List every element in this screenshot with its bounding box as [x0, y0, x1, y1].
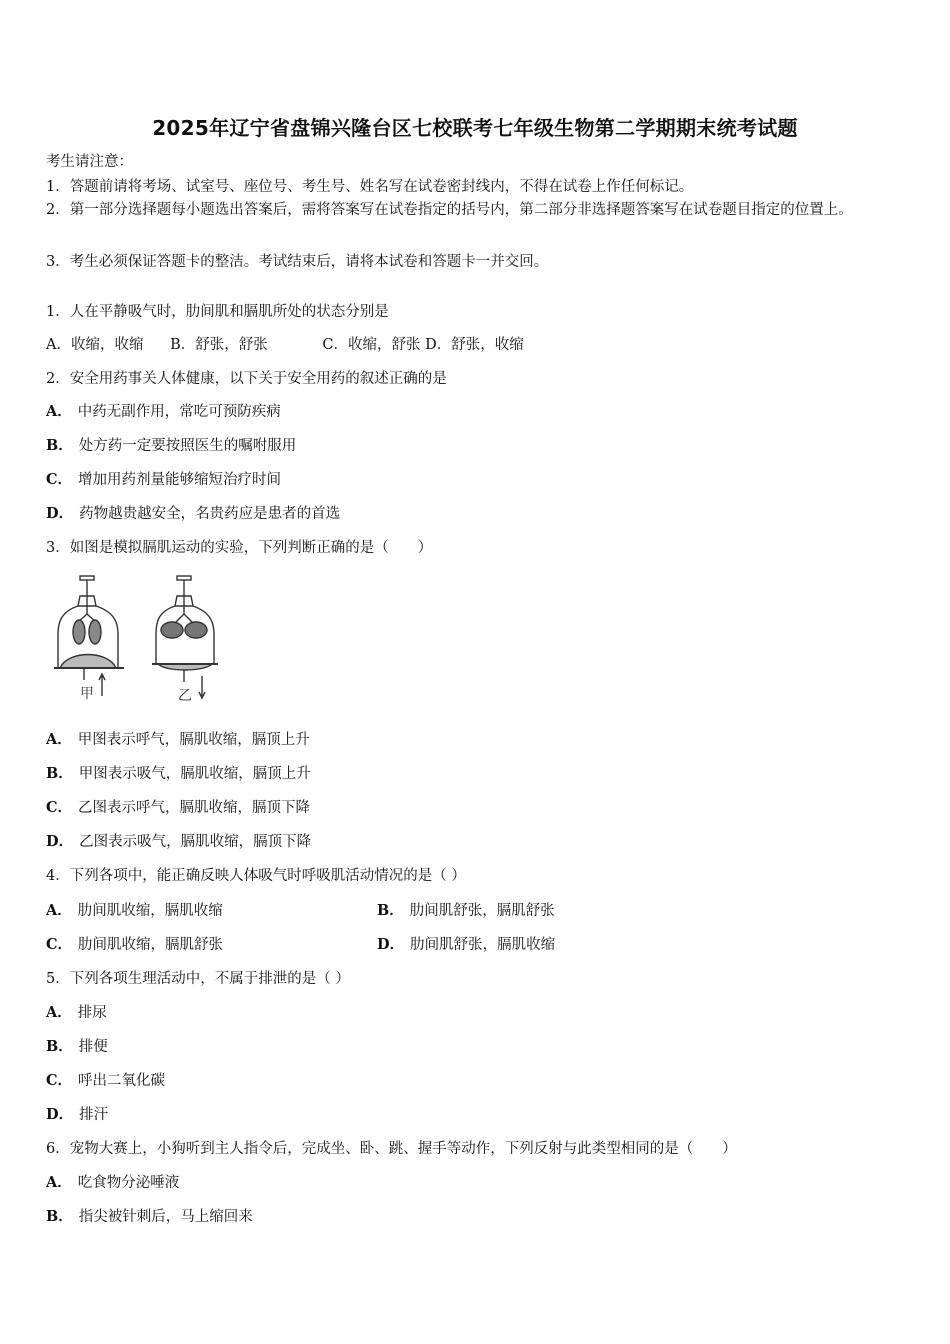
- question-3-option-b: B． 甲图表示吸气，膈肌收缩，膈顶上升: [46, 765, 311, 782]
- bell-jar-right: [152, 576, 218, 698]
- question-4-option-b: B． 肋间肌舒张，膈肌舒张: [377, 902, 555, 919]
- question-1-stem: 1．人在平静吸气时，肋间肌和膈肌所处的状态分别是: [46, 304, 389, 320]
- question-5-option-d: D． 排汗: [46, 1106, 109, 1123]
- question-4-stem: 4．下列各项中，能正确反映人体吸气时呼吸肌活动情况的是（ ）: [46, 868, 466, 884]
- notice-item-3: 3．考生必须保证答题卡的整洁。考试结束后，请将本试卷和答题卡一并交回。: [46, 254, 549, 270]
- question-2-option-b: B． 处方药一定要按照医生的嘱咐服用: [46, 437, 297, 454]
- question-5-stem: 5．下列各项生理活动中，不属于排泄的是（ ）: [46, 971, 350, 987]
- question-2-option-d: D． 药物越贵越安全，名贵药应是患者的首选: [46, 505, 341, 522]
- question-1-option-c: C．收缩，舒张: [322, 337, 421, 353]
- question-1-option-d: D．舒张，收缩: [425, 337, 524, 353]
- question-5-option-c: C． 呼出二氧化碳: [46, 1072, 166, 1089]
- question-3-stem: 3．如图是模拟膈肌运动的实验，下列判断正确的是（ ）: [46, 540, 433, 556]
- question-3-option-d: D． 乙图表示吸气，膈肌收缩，膈顶下降: [46, 833, 312, 850]
- question-2-option-c: C． 增加用药剂量能够缩短治疗时间: [46, 471, 282, 488]
- question-1-option-b: B．舒张，舒张: [170, 337, 268, 353]
- question-3-option-a: A． 甲图表示呼气，膈肌收缩，膈顶上升: [46, 731, 310, 748]
- question-5-option-a: A． 排尿: [46, 1004, 107, 1021]
- question-6-option-b: B． 指尖被针刺后，马上缩回来: [46, 1208, 253, 1225]
- diaphragm-model-figure: [46, 572, 246, 712]
- question-4-option-a: A． 肋间肌收缩，膈肌收缩: [46, 902, 223, 919]
- bell-jar-left: [54, 576, 124, 696]
- question-3-option-c: C． 乙图表示呼气，膈肌收缩，膈顶下降: [46, 799, 311, 816]
- question-6-stem: 6．宠物大赛上，小狗听到主人指令后，完成坐、卧、跳、握手等动作，下列反射与此类型相同的是（ ）: [46, 1141, 737, 1157]
- question-4-option-d: D． 肋间肌舒张，膈肌收缩: [377, 936, 556, 953]
- figure-label-yi: 乙: [178, 688, 192, 704]
- question-2-option-a: A． 中药无副作用，常吃可预防疾病: [46, 403, 281, 420]
- question-2-stem: 2．安全用药事关人体健康，以下关于安全用药的叙述正确的是: [46, 371, 447, 387]
- page-title: 2025年辽宁省盘锦兴隆台区七校联考七年级生物第二学期期末统考试题: [152, 116, 798, 140]
- notice-item-1: 1．答题前请将考场、试室号、座位号、考生号、姓名写在试卷密封线内，不得在试卷上作任何标记。: [46, 179, 694, 195]
- question-5-option-b: B． 排便: [46, 1038, 108, 1055]
- question-4-option-c: C． 肋间肌收缩，膈肌舒张: [46, 936, 224, 953]
- notice-heading: 考生请注意：: [46, 154, 133, 170]
- question-1-options: [46, 335, 524, 355]
- notice-item-2: 2．第一部分选择题每小题选出答案后，需将答案写在试卷指定的括号内，第二部分非选择题答案写在试卷题目指定的位置上。: [46, 202, 853, 218]
- question-1-option-a: A．收缩，收缩: [46, 337, 144, 353]
- figure-label-jia: 甲: [80, 686, 94, 702]
- question-6-option-a: A． 吃食物分泌唾液: [46, 1174, 180, 1191]
